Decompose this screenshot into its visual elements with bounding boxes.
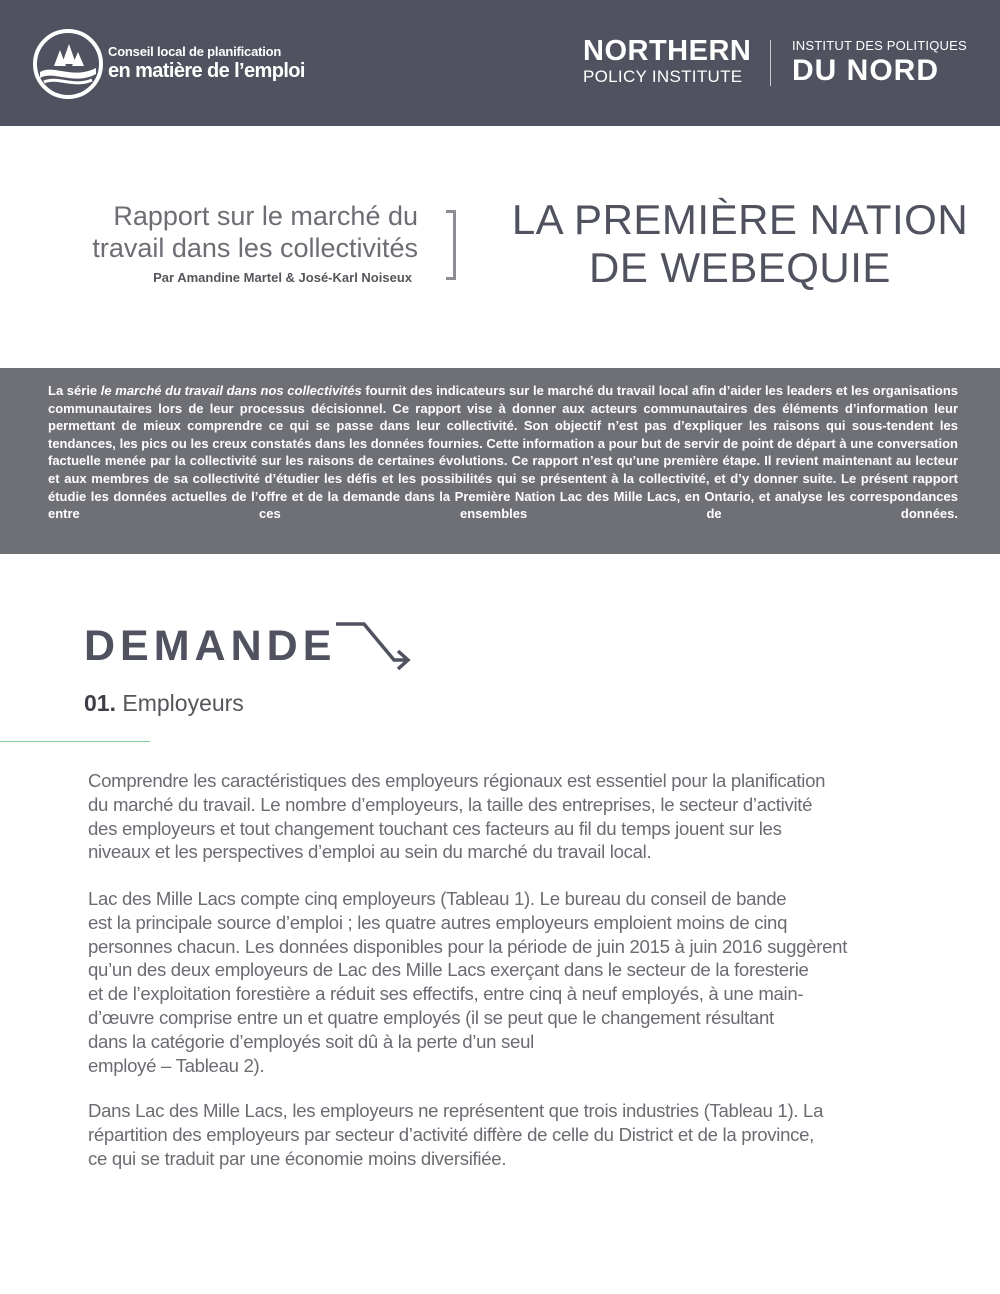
subsection-heading	[84, 690, 244, 717]
accent-rule	[0, 741, 150, 742]
body-line: du marché du travail. Le nombre d’employeurs, la taille des entreprises, le secteur d’activité	[88, 793, 813, 815]
body-paragraph-1	[88, 769, 918, 864]
council-logo	[32, 28, 332, 100]
intro-band	[0, 368, 1000, 554]
community-title	[500, 196, 980, 292]
body-line: des employeurs et tout changement touchant ces facteurs au fil du temps jouent sur les	[88, 817, 782, 839]
body-line: employé – Tableau 2).	[88, 1054, 265, 1076]
body-paragraph-3	[88, 1099, 918, 1170]
body-line: et de l’exploitation forestière a réduit ses effectifs, entre cinq à neuf employés, à une main-	[88, 983, 804, 1005]
body-line: personnes chacun. Les données disponibles pour la période de juin 2015 à juin 2016 suggèrent	[88, 935, 848, 957]
npi-fr-name: DU NORD	[792, 54, 939, 87]
body-line: dans la catégorie d’employés soit dû à la perte d’un seul	[88, 1030, 534, 1052]
npi-logo-english	[583, 36, 753, 88]
authors: Par Amandine Martel & José-Karl Noiseux	[153, 270, 412, 285]
council-name-line2: en matière de l’emploi	[108, 60, 305, 82]
intro-paragraph	[48, 382, 958, 523]
body-paragraph-2	[88, 887, 918, 1077]
title-bracket	[446, 210, 456, 280]
body-line: répartition des employeurs par secteur d’activité diffère de celle du District et de la province,	[88, 1123, 815, 1145]
body-line: qu’un des deux employeurs de Lac des Mille Lacs exerçant dans le secteur de la foresterie	[88, 959, 809, 981]
body-line: est la principale source d’emploi ; les quatre autres employeurs emploient moins de cinq	[88, 911, 788, 933]
council-name-line1: Conseil local de planification	[108, 44, 282, 59]
body-line: ce qui se traduit par une économie moins diversifiée.	[88, 1147, 507, 1169]
npi-logo-french	[792, 38, 982, 88]
body-line: d’œuvre comprise entre un et quatre employés (il se peut que le changement résultant	[88, 1006, 774, 1028]
npi-en-name: NORTHERN	[583, 35, 752, 67]
subsection-title: Employeurs	[122, 690, 244, 716]
subsection-number: 01.	[84, 690, 116, 716]
intro-text-part1: La série	[48, 383, 101, 398]
logo-divider	[770, 40, 771, 86]
body-line: Comprendre les caractéristiques des employeurs régionaux est essentiel pour la planification	[88, 770, 826, 791]
council-emblem-icon	[32, 28, 104, 100]
arrow-down-right-icon	[334, 620, 414, 672]
report-title	[0, 200, 418, 264]
report-title-line1: Rapport sur le marché du	[113, 201, 418, 231]
report-title-line2: travail dans les collectivités	[92, 233, 418, 263]
intro-text-part3: fournit des indicateurs sur le marché du travail local afin d’aider les leaders et les organisations communautaires lors de leur processus décisionnel. Ce rapport vise à donner aux acteurs communautaires des éléments d’information leur permettant de mieux comprendre ce qui se passe dans leur collectivité. Son objectif n’est pas d’expliquer les raisons qui sous-tendent les tendances, les pics ou les creux constatés dans les données fournies. Cette information a pour but de servir de point de départ à une conversation factuelle menée par la collectivité sur les raisons de certaines évolutions. Ce rapport n’est qu’une première étape. Il revient maintenant au lecteur et aux membres de sa collectivité d’étudier les défis et les possibilités qui se présentent à la collectivité, et d’y donner suite. Le présent rapport étudie les données actuelles de l’offre et de la demande dans la Première Nation Lac des Mille Lacs, en Ontario, et analyse les correspondances entre ces ensembles de données.	[48, 383, 958, 522]
community-title-line2: DE WEBEQUIE	[589, 244, 891, 291]
intro-series-name: le marché du travail dans nos collectivités	[100, 383, 362, 398]
npi-fr-subtitle: INSTITUT DES POLITIQUES	[792, 38, 967, 53]
community-title-line1: LA PREMIÈRE NATION	[511, 196, 969, 243]
body-line: niveaux et les perspectives d’emploi au sein du marché du travail local.	[88, 841, 652, 863]
body-line: Dans Lac des Mille Lacs, les employeurs ne représentent que trois industries (Tableau 1). La	[88, 1100, 824, 1121]
header-band	[0, 0, 1000, 126]
npi-en-subtitle: POLICY INSTITUTE	[583, 67, 743, 86]
body-line: Lac des Mille Lacs compte cinq employeurs (Tableau 1). Le bureau du conseil de bande	[88, 888, 787, 909]
section-heading: DEMANDE	[84, 622, 337, 670]
